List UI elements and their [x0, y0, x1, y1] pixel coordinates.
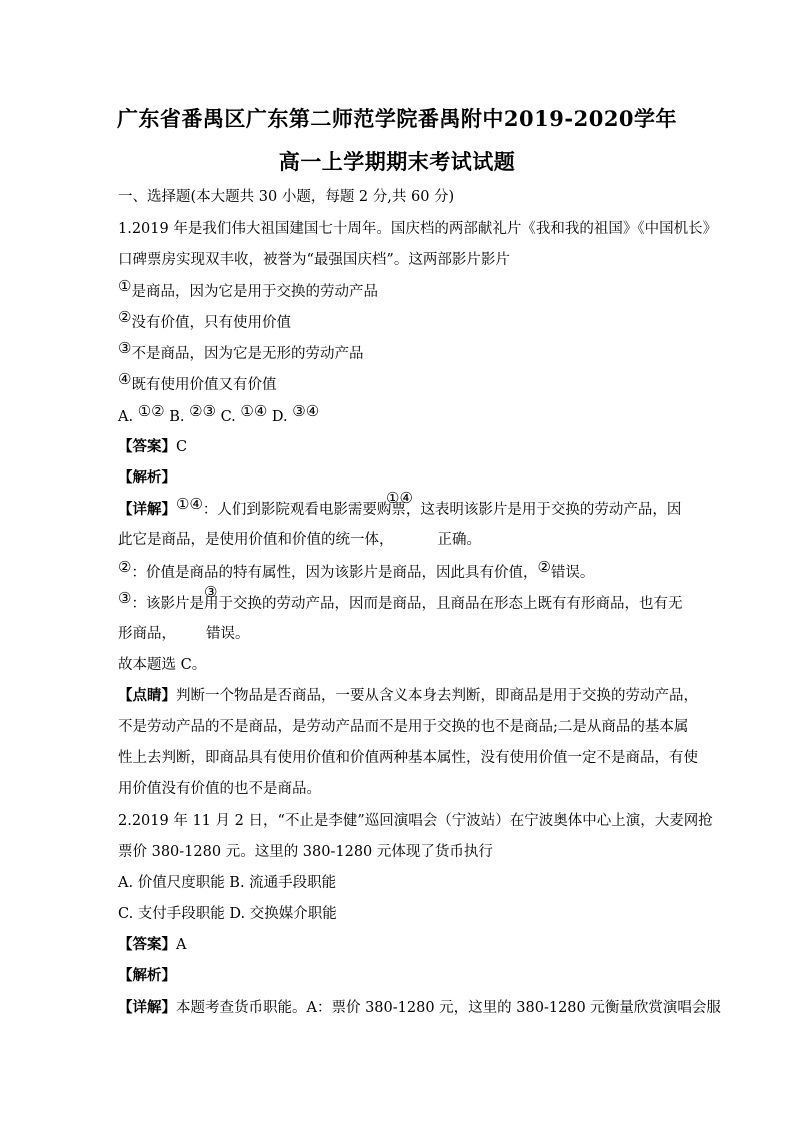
answer-tag: 【答案】: [118, 936, 176, 953]
q2-detail-line-1: [118, 998, 721, 1018]
option-a-label: A.: [118, 409, 134, 425]
circled-number-4: ④: [118, 370, 132, 388]
circled-number-3: ③: [118, 339, 132, 357]
q2-stem-line-2: 票价 380-1280 元。这里的 380-1280 元体现了货币执行: [118, 844, 493, 860]
overlay-circled-1-4: ①④: [386, 489, 413, 507]
detail-tag: 【详解】: [118, 501, 176, 518]
detail-tag: 【详解】: [118, 999, 176, 1016]
option-c-label: C.: [220, 409, 236, 425]
q1-statement-3: [118, 339, 364, 364]
q1-stem-line-2: 口碑票房实现双丰收，被誉为“最强国庆档”。这两部影片影片: [118, 252, 510, 268]
answer-tag: 【答案】: [118, 438, 176, 455]
q1-detail-line-5: [118, 624, 250, 644]
option-b-value: ②③: [189, 402, 216, 420]
statement-text: 既有使用价值又有价值: [131, 377, 277, 393]
answer-value: A: [176, 937, 187, 953]
circled-number-2: ②: [118, 308, 132, 326]
q1-tip-line-3: 性上去判断，即商品具有使用价值和价值两种基本属性，没有使用价值一定不是商品，有使: [118, 750, 698, 766]
option-d-label: D.: [271, 409, 288, 425]
q1-analysis-tag: 【解析】: [118, 469, 176, 486]
q2-stem-line-1: 2.2019 年 11 月 2 日，“不止是李健”巡回演唱会（宁波站）在宁波奥体中心上演，大麦网抢: [118, 813, 713, 829]
circled-number-2: ②: [118, 558, 132, 576]
q2-analysis-tag: 【解析】: [118, 967, 176, 984]
answer-value: C: [176, 439, 188, 455]
detail-text-end: 错误。: [550, 565, 595, 581]
q1-statement-1: [118, 277, 378, 302]
q1-tip-line-4: 用价值没有价值的也不是商品。: [118, 781, 321, 797]
title-line-1: 广东省番禺区广东第二师范学院番禺附中2019-2020学年: [116, 106, 678, 131]
circled-number-1: ①: [118, 277, 132, 295]
q1-detail-line-4: [118, 589, 683, 614]
detail-text: ：该影片是用于交换的劳动产品，因而是商品，且商品在形态上既有有形商品，也有无: [131, 596, 683, 612]
q2-options-line-2: C. 支付手段职能 D. 交换媒介职能: [118, 906, 337, 922]
option-c-value: ①④: [240, 402, 268, 420]
q1-statement-4: [118, 370, 277, 395]
overlay-circled-3: ③: [204, 583, 218, 601]
statement-text: 没有价值，只有使用价值: [131, 315, 291, 331]
q1-conclusion: 故本题选 C。: [118, 657, 207, 673]
detail-text: ：价值是商品的特有属性，因为该影片是商品，因此具有价值，: [131, 565, 538, 581]
detail-text: ：人们到影院观看电影需要购票，这表明该影片是用于交换的劳动产品，因: [202, 502, 682, 518]
section-heading: 一、选择题(本大题共 30 小题，每题 2 分,共 60 分): [118, 189, 455, 205]
detail-text-end: 错误。: [206, 626, 250, 642]
tip-text: 判断一个物品是否商品，一要从含义本身去判断，即商品是用于交换的劳动产品，: [176, 688, 698, 704]
tip-tag: 【点睛】: [118, 687, 176, 704]
option-d-value: ③④: [292, 402, 320, 420]
q2-answer: [118, 935, 186, 955]
detail-text: 此它是商品，是使用价值和价值的统一体，: [118, 532, 394, 548]
q1-detail-line-3: [118, 558, 595, 583]
q1-tip-line-2: 不是劳动产品的不是商品，是劳动产品而不是用于交换的也不是商品;二是从商品的基本属: [118, 719, 689, 735]
option-b-label: B.: [169, 409, 185, 425]
q1-detail-line-2: [118, 530, 481, 550]
q1-stem-line-1: 1.2019 年是我们伟大祖国建国七十周年。国庆档的两部献礼片《我和我的祖国》《中国机长》: [118, 221, 718, 237]
detail-text-end: 正确。: [437, 532, 481, 548]
q1-tip-line-1: [118, 686, 698, 706]
option-a-value: ①②: [137, 402, 165, 420]
detail-text: 形商品，: [118, 626, 176, 642]
statement-text: 是商品，因为它是用于交换的劳动产品: [131, 284, 378, 300]
title-line-2: 高一上学期期末考试试题: [278, 149, 516, 174]
q1-options: [118, 402, 320, 427]
circled-number-2: ②: [537, 558, 551, 576]
detail-text: 本题考查货币职能。A：票价 380-1280 元，这里的 380-1280 元衡量欣赏演唱会服: [176, 1000, 721, 1016]
q2-options-line-1: A. 价值尺度职能 B. 流通手段职能: [118, 875, 337, 891]
circled-number-3: ③: [118, 589, 132, 607]
detail-mark: ①④: [176, 495, 203, 513]
q1-statement-2: [118, 308, 291, 333]
q1-answer: [118, 437, 187, 457]
statement-text: 不是商品，因为它是无形的劳动产品: [131, 346, 364, 362]
